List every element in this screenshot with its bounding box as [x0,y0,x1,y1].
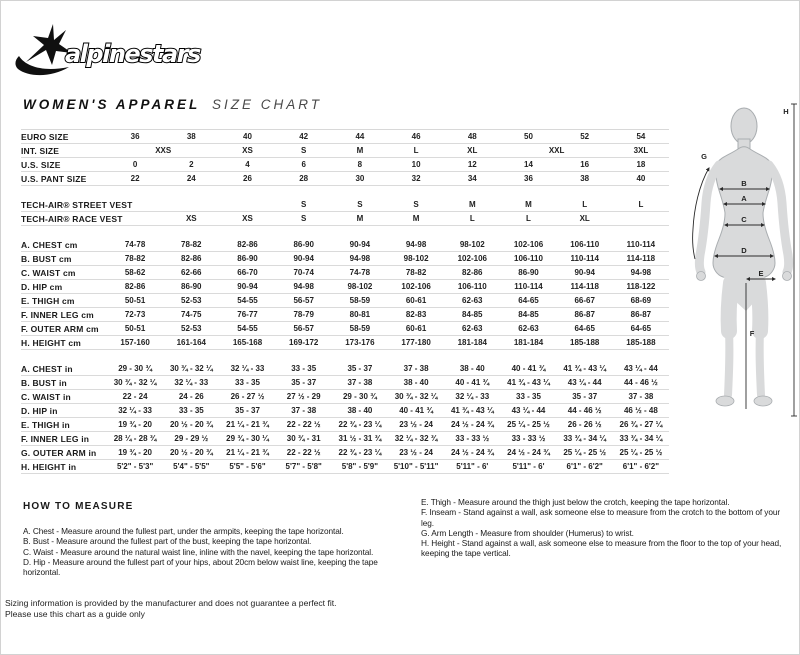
size-cell: 33 - 35 [291,364,317,373]
size-cell: 22 - 22 ½ [286,420,321,429]
size-cell: 36 [524,174,533,183]
measure-item-height: H. Height - Stand against a wall, ask someone else to measure from the floor to the top of your head, keeping the tape vertical. [421,538,782,559]
size-cell: 35 - 37 [235,406,260,415]
size-cell: 29 - 29 ½ [174,434,209,443]
size-cell: 98-102 [347,282,373,291]
size-cell: 177-180 [401,338,431,347]
size-cell: 37 - 38 [628,392,654,401]
size-cell: 44 - 46 ½ [567,406,602,415]
size-cell: 94-98 [630,268,652,277]
size-cell: M [468,200,476,209]
measure-item-inseam: F. Inseam - Stand against a wall, ask someone else to measure from the crotch to the bottom of your leg. [421,507,781,528]
size-cell: 60-61 [405,296,427,305]
size-cell: 58-62 [124,268,146,277]
label-waist: C [741,215,747,224]
size-cell: 43 ¼ - 44 [623,364,658,373]
size-cell: 38 - 40 [459,364,485,373]
size-cell: M [356,146,364,155]
size-cell: 5'5" - 5'6" [229,462,266,471]
label-height: H [783,107,789,116]
size-cell: 12 [467,160,477,169]
size-cell: 26 ¾ - 27 ¼ [619,420,663,429]
size-cell: 90-94 [574,268,595,277]
measure-item-chest: A. Chest - Measure around the fullest part, under the armpits, keeping the tape horizontal. [23,526,344,536]
size-cell: 106-110 [514,254,543,263]
size-cell: 5'7" - 5'8" [285,462,322,471]
row-label: B. BUST cm [21,253,72,264]
size-cell: 28 ¼ - 28 ¾ [113,434,157,443]
size-cell: 6'1" - 6'2" [566,462,603,471]
size-cell: 22 [130,174,140,183]
table-row [21,266,669,280]
row-label: E. THIGH cm [21,295,75,306]
label-arm: G [701,152,707,161]
size-cell: 102-106 [401,282,431,291]
table-row [21,404,669,418]
label-thigh: E [758,269,764,278]
size-cell: 38 - 40 [403,378,429,387]
size-cell: L [413,146,419,155]
size-cell: 25 ¼ - 25 ½ [619,448,663,457]
size-cell: 64-65 [630,324,652,333]
size-cell: S [301,214,307,223]
size-cell: 54-55 [237,324,258,333]
size-cell: 19 ¾ - 20 [118,420,152,429]
size-cell: 22 ¾ - 23 ¼ [338,420,382,429]
size-cell: L [469,214,475,223]
size-cell: 5'10" - 5'11" [393,462,439,471]
size-cell: 46 [411,132,421,141]
size-cell: 78-79 [293,310,314,319]
row-label: C. WAIST cm [21,267,76,278]
label-hip: D [741,246,747,255]
size-cell: L [582,200,588,209]
size-cell: 32 ¼ - 32 ¾ [394,434,438,443]
size-cell: L [526,214,531,223]
size-cell: 40 - 41 ¾ [511,364,546,373]
size-cell: 64-65 [574,324,595,333]
table-row [21,144,669,158]
size-cell: 32 ¼ - 33 [174,378,209,387]
table-row [21,308,669,322]
size-cell: 22 - 24 [122,392,148,401]
size-cell: 62-63 [462,296,483,305]
sizing-disclaimer [5,598,337,620]
section-gap [21,350,669,362]
size-cell: 32 ¼ - 33 [455,392,490,401]
size-cell: XL [467,146,478,155]
size-cell: 43 ¼ - 44 [567,378,602,387]
size-cell: 41 ¾ - 43 ¼ [507,378,550,387]
size-cell: 82-86 [181,254,202,263]
size-cell: XXS [155,146,172,155]
table-row [21,460,669,474]
size-cell: 60-61 [405,324,427,333]
label-chest: A [741,194,747,203]
size-cell: M [412,214,420,223]
row-label: G. OUTER ARM in [21,447,97,458]
size-cell: 36 [130,132,140,141]
size-cell: 74-78 [124,240,146,249]
row-label: F. OUTER ARM cm [21,323,99,334]
size-cell: 86-90 [181,282,202,291]
size-cell: S [301,200,307,209]
size-cell: 64-65 [518,296,539,305]
size-cell: 8 [357,160,363,169]
size-cell: 86-87 [574,310,595,319]
row-label: F. INNER LEG cm [21,309,94,320]
body-measurement-diagram [673,99,799,421]
size-cell: 5'11" - 6' [512,462,545,471]
size-cell: 37 - 38 [347,378,373,387]
size-cell: 181-184 [457,338,487,347]
size-cell: 24 ½ - 24 ¾ [450,420,494,429]
size-cell: S [357,200,363,209]
size-cell: 32 ¼ - 33 [118,406,152,415]
row-label: A. CHEST in [21,363,73,374]
size-cell: 30 ¾ - 32 ¼ [113,378,157,387]
size-cell: 10 [411,160,421,169]
size-cell: 52-53 [181,324,202,333]
size-cell: 21 ¼ - 21 ¾ [226,448,269,457]
size-cell: 44 - 46 ½ [623,378,658,387]
size-cell: 76-77 [237,310,258,319]
size-cell: 5'2" - 5'3" [116,462,154,471]
size-cell: 94-98 [405,240,427,249]
size-cell: 24 ½ - 24 ¾ [507,448,550,457]
size-cell: 23 ½ - 24 [399,448,433,457]
size-cell: 54-55 [237,296,258,305]
row-label: E. THIGH in [21,419,70,430]
table-row [21,432,669,446]
title-main: WOMEN'S APPAREL [23,97,201,112]
section-gap [21,186,669,198]
size-cell: 102-106 [513,240,544,249]
size-cell: 110-114 [626,240,656,249]
size-cell: 29 - 30 ¾ [118,364,152,373]
size-cell: 56-57 [293,324,314,333]
size-cell: 84-85 [518,310,539,319]
size-cell: 27 ½ - 29 [286,392,321,401]
size-cell: 6'1" - 6'2" [622,462,660,471]
table-row [21,130,669,144]
size-cell: M [356,214,364,223]
size-cell: 25 ¼ - 25 ½ [563,448,607,457]
logo-wordmark: alpinestars [65,40,200,68]
size-cell: 78-82 [181,240,202,249]
alpinestars-star-swoosh-icon [13,23,213,77]
size-cell: 33 - 33 ½ [511,434,546,443]
size-cell: L [638,200,644,209]
table-row [21,294,669,308]
size-cell: 86-90 [518,268,539,277]
row-label: D. HIP cm [21,281,63,292]
size-cell: 35 - 37 [572,392,598,401]
size-cell: XS [185,214,197,223]
size-cell: 86-90 [293,240,314,249]
size-cell: 33 - 35 [516,392,541,401]
size-cell: 33 ¾ - 34 ¼ [563,434,607,443]
size-cell: 38 [186,132,196,141]
row-label: U.S. SIZE [21,159,61,170]
size-cell: 157-160 [120,338,150,347]
row-label: F. INNER LEG in [21,433,90,444]
size-cell: 106-110 [457,282,487,291]
size-cell: 102-106 [457,254,487,263]
size-cell: 66-67 [574,296,595,305]
row-label: INT. SIZE [21,145,60,156]
size-cell: 4 [245,160,250,169]
size-cell: 173-176 [345,338,375,347]
table-row [21,362,669,376]
size-cell: 40 - 41 ¾ [455,378,490,387]
size-cell: 18 [636,160,646,169]
size-cell: 106-110 [570,240,600,249]
female-silhouette-icon [713,108,775,311]
size-cell: 30 ¾ - 32 ¼ [394,392,438,401]
row-label: TECH-AIR® RACE VEST [21,213,123,224]
size-cell: XS [242,146,253,155]
size-cell: 41 ¾ - 43 ¼ [450,406,494,415]
size-cell: 80-81 [349,310,371,319]
size-cell: 78-82 [405,268,427,277]
size-cell: 68-69 [630,296,652,305]
size-cell: 26 - 27 ½ [230,392,265,401]
size-cell: 50-51 [124,296,146,305]
size-cell: 5'4" - 5'5" [173,462,210,471]
size-cell: 46 ½ - 48 [623,406,658,415]
size-cell: 37 - 38 [403,364,429,373]
size-cell: XXL [548,146,565,155]
size-cell: M [525,200,532,209]
size-cell: 23 ½ - 24 [399,420,433,429]
size-cell: 21 ¼ - 21 ¾ [226,420,269,429]
size-cell: 33 - 35 [235,378,260,387]
disclaimer-line-1: Sizing information is provided by the manufacturer and does not guarantee a perfect fit. [5,598,337,608]
measure-item-waist: C. Waist - Measure around the natural waist line, inline with the navel, keeping the tape horizontal. [23,546,374,557]
size-cell: 37 - 38 [291,406,317,415]
table-row [21,322,669,336]
size-cell: 32 ¼ - 33 [230,364,265,373]
size-cell: 50 [524,132,533,141]
size-cell: 114-118 [570,282,599,291]
table-row [21,280,669,294]
size-cell: 30 [355,174,365,183]
size-cell: 48 [467,132,477,141]
table-row [21,446,669,460]
size-cell: 56-57 [293,296,314,305]
size-cell: 6 [301,160,306,169]
size-cell: 52 [580,132,590,141]
size-cell: 30 ¾ - 31 [286,434,321,443]
size-cell: 29 ¾ - 30 ¼ [226,434,269,443]
table-row [21,252,669,266]
size-cell: 82-86 [462,268,483,277]
size-cell: 33 ¾ - 34 ¼ [619,434,663,443]
size-cell: 43 ¼ - 44 [511,406,546,415]
size-table [21,129,669,474]
size-cell: 0 [132,160,138,169]
size-cell: 33 - 33 ½ [455,434,490,443]
size-cell: 29 - 30 ¾ [342,392,377,401]
size-cell: 24 - 26 [178,392,204,401]
size-cell: 86-87 [630,310,652,319]
row-label: U.S. PANT SIZE [21,173,87,184]
size-cell: 62-63 [518,324,539,333]
size-cell: 90-94 [237,282,258,291]
table-row [21,158,669,172]
size-cell: 94-98 [349,254,371,263]
size-cell: 98-102 [403,254,429,263]
size-cell: 118-122 [626,282,656,291]
alpinestars-logo [13,23,213,77]
size-cell: 24 [186,174,196,183]
size-cell: 14 [524,160,533,169]
size-cell: 98-102 [459,240,485,249]
page-title [23,97,322,112]
label-bust: B [741,179,747,188]
measure-item-bust: B. Bust - Measure around the fullest part of the bust, keeping the tape horizontal. [23,536,312,547]
size-cell: XL [579,214,590,223]
size-cell: 2 [189,160,194,169]
size-cell: 44 [355,132,365,141]
measure-item-arm-length: G. Arm Length - Measure from shoulder (Humerus) to wrist. [421,527,634,538]
size-cell: 74-78 [349,268,371,277]
size-cell: 22 ¾ - 23 ¼ [338,448,382,457]
size-cell: 185-188 [626,338,656,347]
measure-right-column [421,497,793,577]
size-cell: 19 ¾ - 20 [118,448,152,457]
size-cell: 165-168 [232,338,263,347]
size-cell: 34 [467,174,477,183]
label-inseam: F [749,329,755,338]
size-cell: 26 - 26 ½ [567,420,602,429]
size-cell: 50-51 [124,324,146,333]
size-cell: 35 - 37 [291,378,317,387]
row-label: B. BUST in [21,377,67,388]
title-sub: SIZE CHART [211,97,322,112]
section-gap [21,226,669,238]
size-cell: 62-66 [181,268,202,277]
row-label: TECH-AIR® STREET VEST [21,199,133,210]
size-cell: 41 ¾ - 43 ¼ [563,364,607,373]
row-label: D. HIP in [21,405,58,416]
size-cell: 3XL [633,146,649,155]
measure-item-thigh: E. Thigh - Measure around the thigh just below the crotch, keeping the tape horizontal. [421,497,730,507]
size-cell: 42 [299,132,309,141]
table-row [21,198,669,212]
size-cell: 30 ¾ - 32 ¼ [169,364,213,373]
size-cell: 33 - 35 [178,406,204,415]
size-cell: 82-86 [124,282,146,291]
size-cell: 38 [580,174,590,183]
size-cell: S [301,146,307,155]
size-cell: 84-85 [462,310,483,319]
size-cell: 32 [411,174,421,183]
size-cell: 54 [636,132,646,141]
size-cell: 22 - 22 ½ [286,448,321,457]
size-cell: 58-59 [349,324,371,333]
row-label: EURO SIZE [21,131,69,142]
size-cell: 62-63 [462,324,483,333]
table-row [21,418,669,432]
disclaimer-line-2: Please use this chart as a guide only [5,609,145,619]
size-cell: XS [242,214,253,223]
size-cell: 25 ¼ - 25 ½ [507,420,550,429]
size-cell: 185-188 [570,338,600,347]
size-cell: 82-86 [237,240,258,249]
size-cell: 20 ½ - 20 ¾ [169,448,213,457]
how-to-measure-section [23,497,783,577]
size-cell: 70-74 [293,268,314,277]
table-row [21,390,669,404]
size-cell: 40 [243,132,252,141]
table-row [21,238,669,252]
measure-left-column [23,497,411,577]
size-cell: 94-98 [293,282,314,291]
size-cell: 31 ½ - 31 ¾ [338,434,382,443]
table-row [21,212,669,226]
row-label: H. HEIGHT cm [21,337,82,348]
size-cell: S [413,200,419,209]
size-cell: 24 ½ - 24 ¾ [450,448,494,457]
size-cell: 16 [580,160,590,169]
table-row [21,172,669,186]
size-cell: 78-82 [124,254,146,263]
size-cell: 72-73 [124,310,146,319]
size-cell: 26 [243,174,252,183]
table-row [21,376,669,390]
table-row [21,336,669,350]
size-cell: 82-83 [405,310,427,319]
size-cell: 110-114 [570,254,599,263]
size-cell: 86-90 [237,254,258,263]
size-cell: 74-75 [181,310,202,319]
size-cell: 5'11" - 6' [456,462,489,471]
size-cell: 20 ½ - 20 ¾ [169,420,213,429]
size-cell: 66-70 [237,268,258,277]
size-cell: 90-94 [349,240,371,249]
size-cell: 110-114 [514,282,543,291]
row-label: C. WAIST in [21,391,71,402]
size-cell: 52-53 [181,296,202,305]
size-cell: 90-94 [293,254,314,263]
row-label: A. CHEST cm [21,239,78,250]
measure-heading: HOW TO MEASURE [23,501,134,512]
size-cell: 40 [636,174,646,183]
row-label: H. HEIGHT in [21,461,77,472]
size-cell: 114-118 [626,254,656,263]
size-cell: 40 - 41 ¾ [399,406,433,415]
size-cell: 5'8" - 5'9" [341,462,379,471]
size-cell: 38 - 40 [347,406,373,415]
size-cell: 35 - 37 [347,364,373,373]
size-cell: 181-184 [513,338,544,347]
measure-item-hip: D. Hip - Measure around the fullest part of your hips, about 20cm below waist line, keeping the tape horizontal. [23,556,378,578]
size-cell: 169-172 [289,338,319,347]
size-cell: 58-59 [349,296,371,305]
size-cell: 28 [299,174,309,183]
size-cell: 161-164 [176,338,206,347]
